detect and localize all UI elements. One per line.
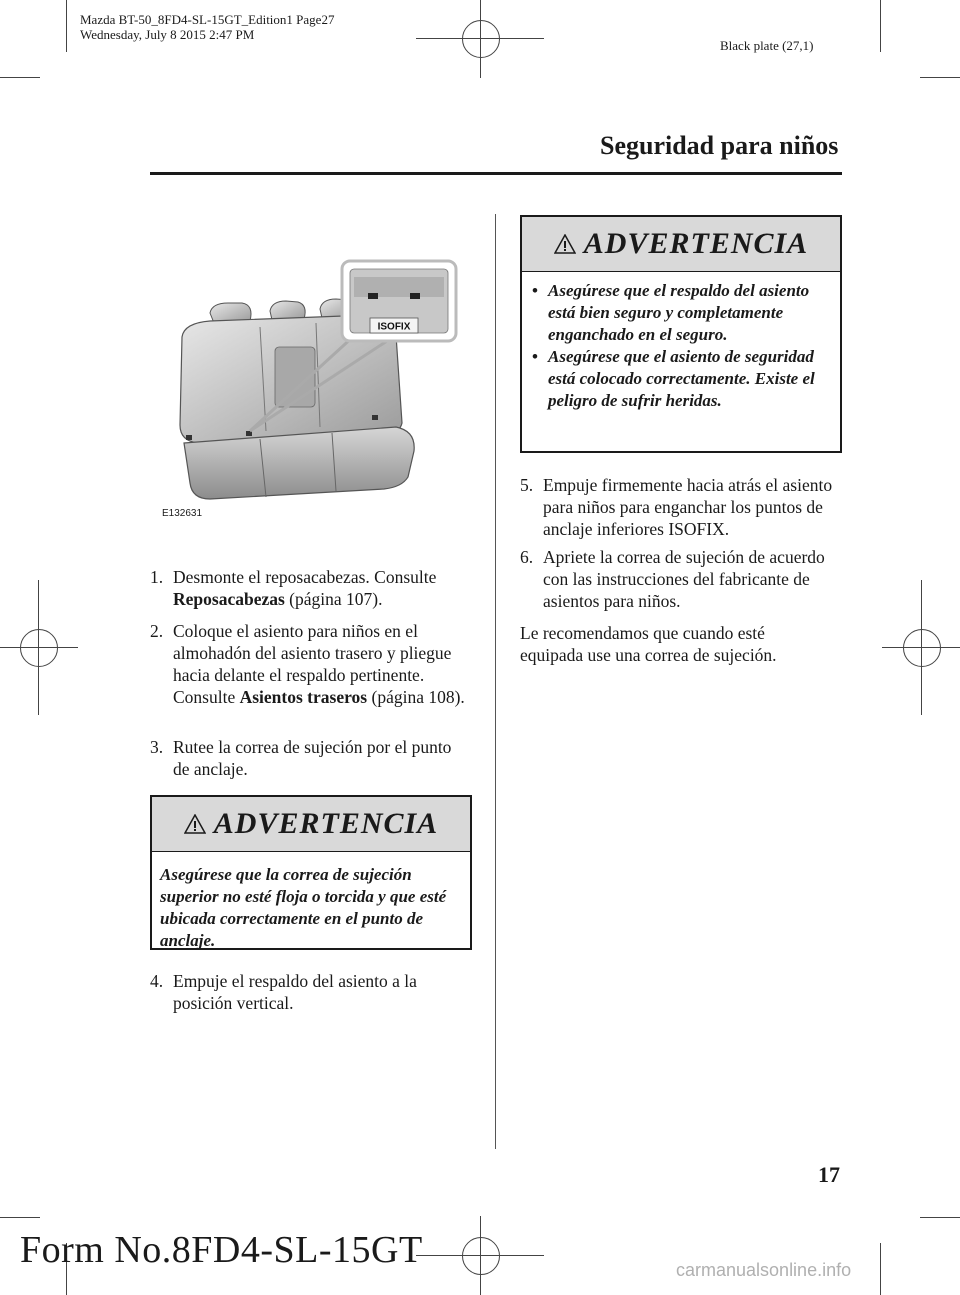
anchor-point: [372, 415, 378, 420]
isofix-anchor: [410, 293, 420, 299]
warning-bullet: • Asegúrese que el respaldo del asiento está bien seguro y completamente enganchado en el seguro.: [530, 280, 832, 346]
step-text: Empuje el respaldo del asiento a la posición vertical.: [173, 971, 417, 1013]
plate-label: Black plate (27,1): [720, 38, 814, 53]
registration-mark: [462, 1237, 500, 1275]
registration-mark: [20, 629, 58, 667]
registration-mark: [462, 20, 500, 58]
warning-title: ADVERTENCIA: [213, 807, 439, 840]
crop-mark: [880, 0, 881, 52]
warning-body: [522, 272, 840, 418]
crop-mark: [66, 0, 67, 52]
anchor-point: [186, 435, 192, 440]
form-number: Form No.8FD4-SL-15GT: [20, 1229, 423, 1271]
step-5: [520, 474, 842, 540]
print-header-date: Wednesday, July 8 2015 2:47 PM: [80, 27, 255, 42]
crop-mark: [0, 647, 78, 648]
watermark: carmanualsonline.info: [676, 1260, 852, 1280]
step-text: Rutee la correa de sujeción por el punto de anclaje.: [173, 737, 452, 779]
print-header-file: Mazda BT-50_8FD4-SL-15GT_Edition1 Page27: [80, 12, 335, 27]
crop-mark: [882, 647, 960, 648]
step-number: 3.: [150, 737, 164, 757]
step-number: 4.: [150, 971, 164, 991]
step-text: Apriete la correa de sujeción de acuerdo con las instrucciones del fabricante de asientos para niños.: [543, 547, 825, 611]
crop-mark: [920, 77, 960, 78]
rear-seat-isofix-figure: [170, 255, 470, 530]
section-title: Seguridad para niños: [600, 131, 839, 160]
crop-mark: [416, 1255, 544, 1256]
warning-header: [522, 217, 840, 272]
crop-mark: [920, 1217, 960, 1218]
warning-header: [152, 797, 470, 852]
crop-mark: [0, 77, 40, 78]
warning-text: Asegúrese que la correa de sujeción superior no esté floja o torcida y que esté ubicada correctamente en el punto de anclaje.: [160, 865, 447, 950]
cross-reference: Reposacabezas: [173, 589, 285, 609]
warning-triangle-icon: [554, 234, 576, 254]
step-number: 5.: [520, 475, 534, 495]
step-6: [520, 546, 842, 612]
registration-mark: [903, 629, 941, 667]
warning-bullet: • Asegúrese que el asiento de seguridad está colocado correctamente. Existe el peligro de sufrir heridas.: [530, 346, 832, 412]
page-reference: (página 107).: [284, 589, 383, 609]
crop-mark: [880, 1243, 881, 1295]
crop-mark: [0, 1217, 40, 1218]
isofix-anchor: [368, 293, 378, 299]
warning-box-right: [520, 215, 842, 453]
figure-code: E132631: [162, 508, 203, 519]
isofix-label: ISOFIX: [377, 321, 411, 333]
crop-mark: [480, 0, 481, 78]
step-4: [150, 970, 470, 1014]
warning-triangle-icon: [184, 814, 206, 834]
step-2: [150, 620, 470, 708]
cross-reference: Asientos traseros: [239, 687, 368, 707]
step-number: 6.: [520, 547, 534, 567]
step-number: 2.: [150, 621, 164, 641]
step-text: Coloque el asiento para niños en el almohadón del asiento trasero y pliegue hacia delante el respaldo pertinente. Consulte: [173, 621, 452, 707]
column-divider: [495, 214, 496, 1149]
warning-title: ADVERTENCIA: [583, 227, 809, 260]
page-reference: (página 108).: [367, 687, 465, 707]
recommendation-paragraph: Le recomendamos que cuando esté equipada use una correa de sujeción.: [520, 623, 777, 665]
step-text: Empuje firmemente hacia atrás el asiento para niños para enganchar los puntos de anclaje inferiores ISOFIX.: [543, 475, 833, 539]
crop-mark: [416, 38, 544, 39]
step-text: Desmonte el reposacabezas. Consulte: [173, 567, 437, 587]
step-number: 1.: [150, 567, 164, 587]
step-1: [150, 566, 470, 610]
print-header: [80, 12, 334, 42]
warning-box-left: [150, 795, 472, 950]
section-rule: [150, 172, 842, 175]
page-number: 17: [818, 1162, 840, 1187]
step-3: [150, 736, 470, 780]
